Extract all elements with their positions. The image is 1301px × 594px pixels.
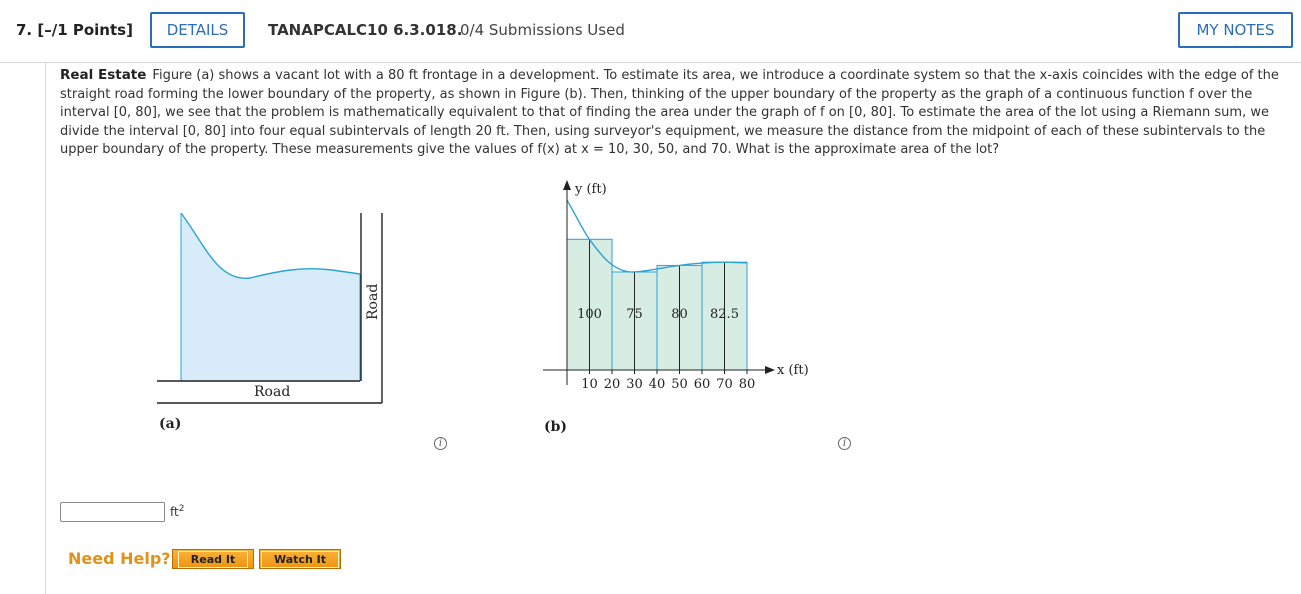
road-bottom-label: Road [254,384,291,400]
problem-text: Figure (a) shows a vacant lot with a 80 ft frontage in a development. To estimate its area, we introduce a coordinate system so that the x-axis coincides with the edge of the straight road forming the lower boundary of the property, as shown in Figure (b). Then, thinking of the upper boundary of the property as the graph of a continuous function f over the interval [0, 80], we see that the problem is mathematically equivalent to that of finding the area under the graph of f on [0, 80]. To estimate the area of the lot using a Riemann sum, we divide the interval [0, 80] into four equal subintervals of length 20 ft. Then, using surveyor's equipment, we measure the distance from the midpoint of each of these subintervals to the upper boundary of the property. These measurements give the values of f(x) at x = 10, 30, 50, and 70. What is the approximate area of the lot? [60,68,1279,157]
bar-value-label: 100 [577,307,602,322]
info-icon-figure-a[interactable]: i [434,437,447,450]
unit-exponent: 2 [178,504,185,514]
x-axis-ticks [590,370,748,374]
figure-a [150,200,390,440]
problem-statement [60,66,1290,160]
question-number: 7. [–/1 Points] [16,21,133,39]
details-button[interactable]: DETAILS [150,12,245,48]
need-help-label: Need Help? [68,549,171,568]
x-tick-labels [581,377,755,392]
left-border [45,62,46,594]
watch-it-button[interactable]: Watch It [259,549,341,569]
answer-input[interactable] [60,502,165,522]
problem-title: Real Estate [60,67,147,83]
info-icon-figure-b[interactable]: i [838,437,851,450]
x-axis-arrow [765,366,775,374]
answer-unit: $ft^2$ [170,504,185,519]
figure-b-label: (b) [544,419,568,435]
bar-value-label: 75 [626,307,643,322]
bar-value-label: 80 [671,307,688,322]
x-axis-label: x (ft) [777,363,809,378]
x-tick-label: 40 [648,377,666,392]
x-tick-label: 20 [603,377,621,392]
read-it-button[interactable]: Read It [172,549,254,569]
y-axis-label: y (ft) [575,182,607,197]
x-tick-label: 10 [581,377,598,392]
y-axis-arrow [563,180,571,190]
road-right-label: Road [365,283,381,320]
figure-b-chart [535,175,825,440]
my-notes-button[interactable]: MY NOTES [1178,12,1293,48]
submissions-count: 0/4 Submissions Used [460,21,625,39]
x-tick-label: 80 [738,377,756,392]
x-tick-label: 70 [716,377,733,392]
bar-value-label: 82.5 [710,307,739,322]
question-header [0,0,1301,63]
x-tick-label: 30 [626,377,643,392]
x-tick-label: 60 [693,377,711,392]
x-tick-label: 50 [671,377,688,392]
problem-code: TANAPCALC10 6.3.018. [268,21,463,39]
figure-a-label: (a) [159,416,182,432]
lot-area [181,213,360,381]
